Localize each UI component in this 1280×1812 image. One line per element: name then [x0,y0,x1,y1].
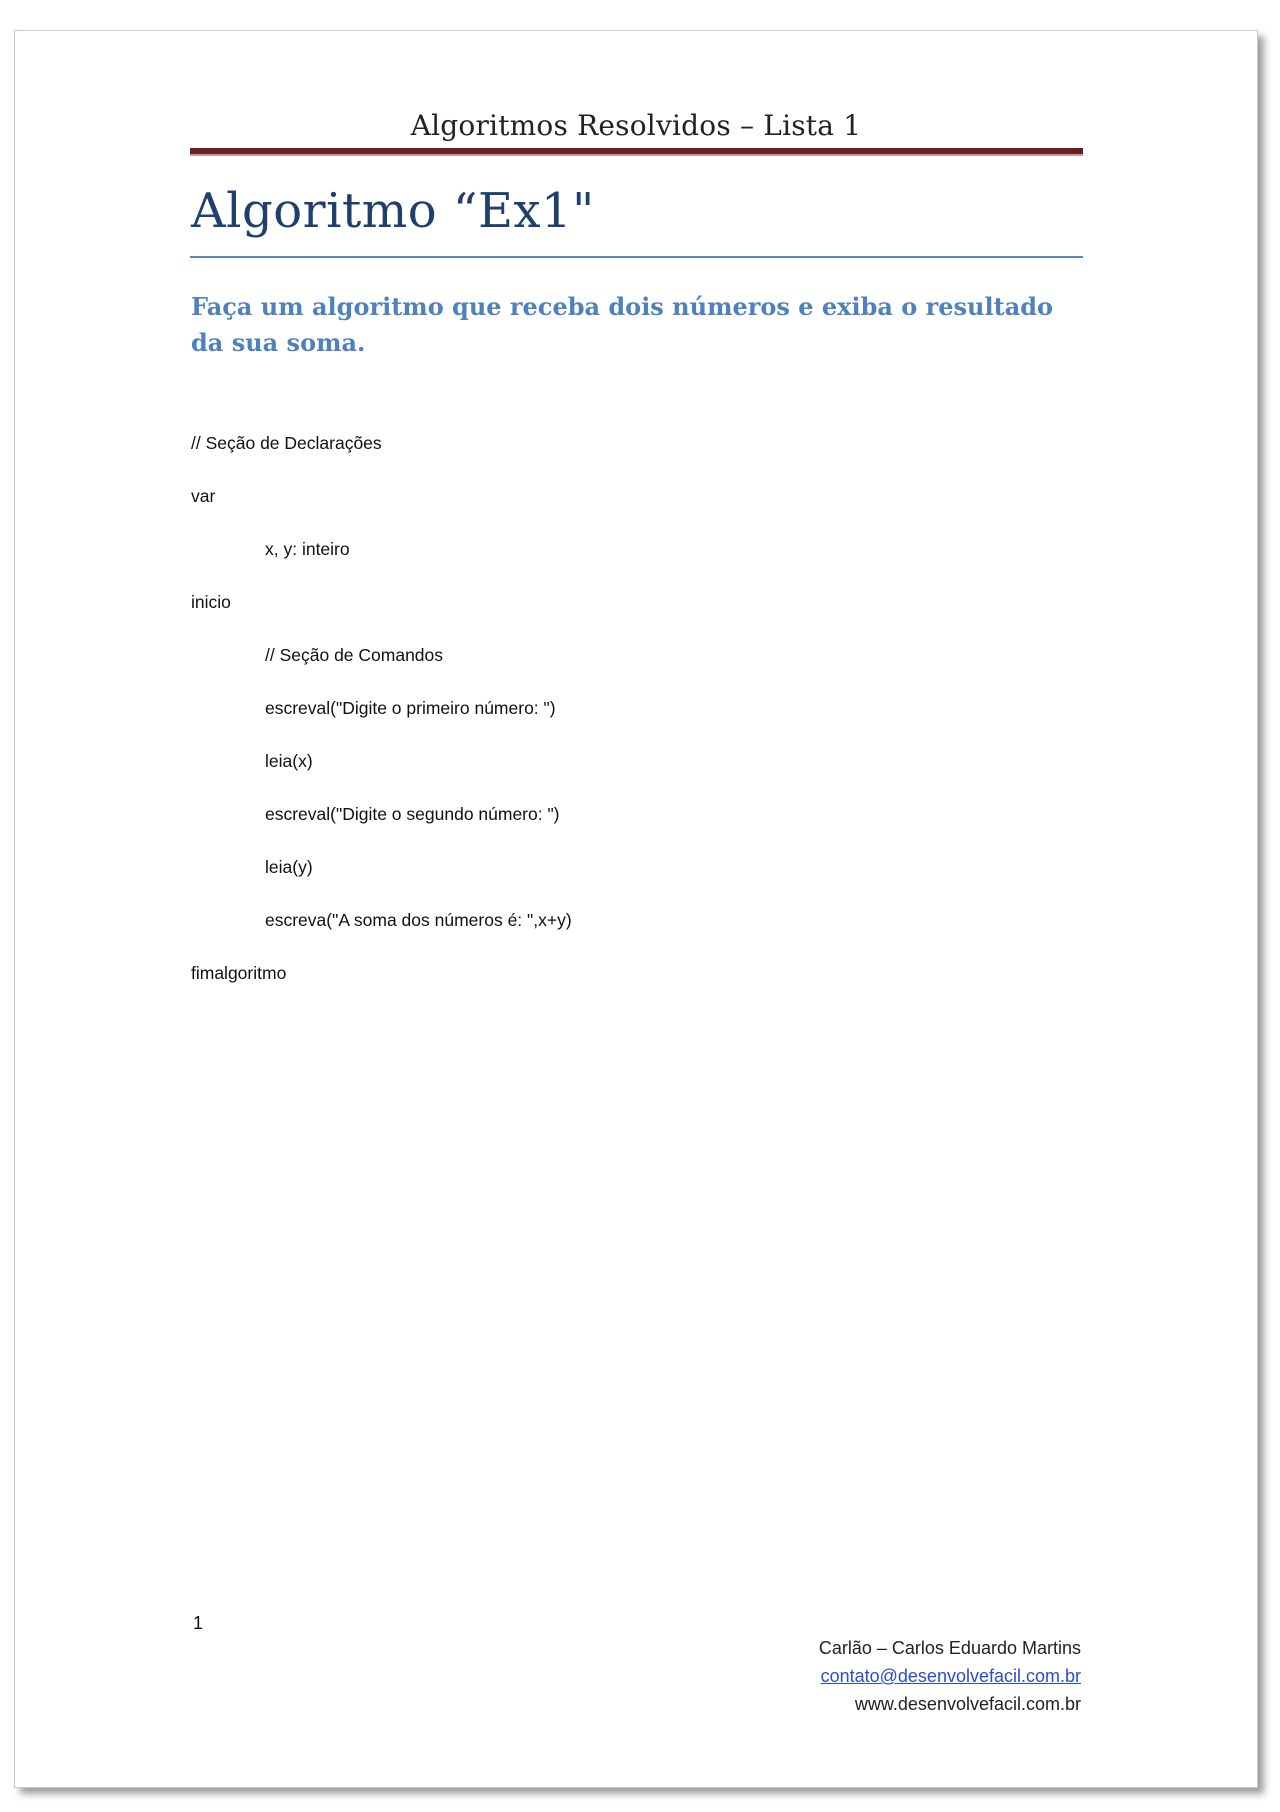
code-line: leia(y) [265,857,313,877]
code-line: // Seção de Comandos [265,645,444,665]
code-line: leia(x) [265,751,313,771]
page-header-title: Algoritmos Resolvidos – Lista 1 [410,109,862,142]
page-number: 1 [193,1613,204,1633]
code-line: escreva("A soma dos números é: ",x+y) [265,910,572,930]
code-line: escreval("Digite o primeiro número: ") [265,698,556,718]
exercise-statement: Faça um algoritmo que receba dois números e exiba o resultado da sua soma. [191,292,1054,357]
document-title: Algoritmo “Ex1" [191,183,595,239]
header-rule [190,148,1083,156]
footer-email-link[interactable]: contato@desenvolvefacil.com.br [820,1666,1081,1686]
code-line: var [191,486,216,506]
code-line: // Seção de Declarações [191,433,382,453]
code-line: x, y: inteiro [265,539,350,559]
code-line: escreval("Digite o segundo número: ") [265,804,560,824]
page-footer [819,1634,1081,1718]
code-line: inicio [191,592,231,612]
title-rule [190,256,1083,258]
footer-website: www.desenvolvefacil.com.br [854,1694,1081,1714]
pseudocode-block [191,417,572,1000]
document-page [14,30,1258,1788]
footer-author: Carlão – Carlos Eduardo Martins [818,1638,1081,1658]
code-line: fimalgoritmo [191,963,287,983]
